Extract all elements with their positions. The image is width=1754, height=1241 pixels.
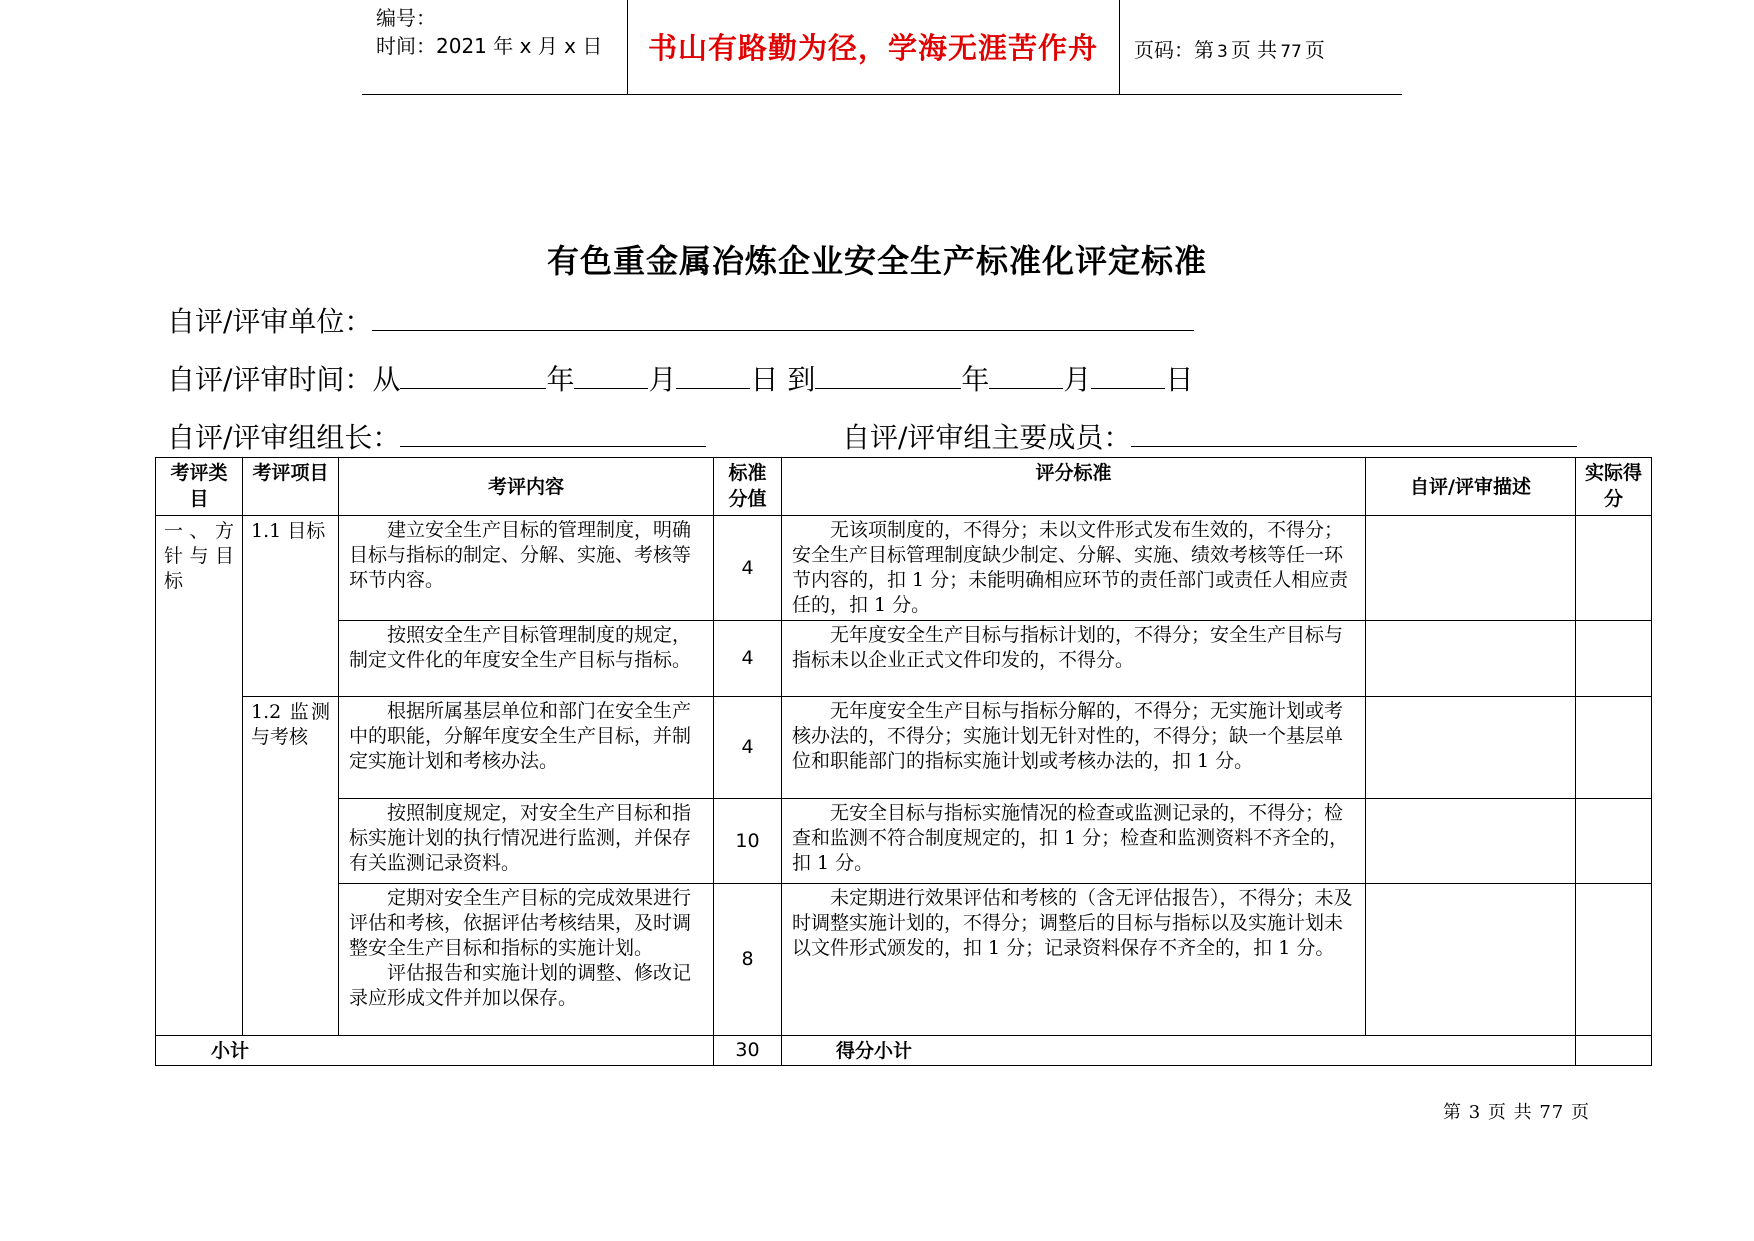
header-divider [1119, 0, 1120, 94]
table-row [156, 621, 1652, 697]
content-cell [339, 884, 714, 1036]
to-month-blank[interactable] [989, 360, 1063, 389]
actual-cell[interactable] [1576, 884, 1652, 1036]
score-subtotal-cell[interactable] [1576, 1036, 1652, 1066]
leader-blank[interactable] [400, 418, 706, 447]
actual-cell[interactable] [1576, 799, 1652, 884]
content-paragraph: 定期对安全生产目标的完成效果进行评估和考核，依据评估考核结果，及时调整安全生产目标和指标的实施计划。 [349, 887, 692, 959]
table-header-row [156, 458, 1652, 516]
table-row [156, 799, 1652, 884]
standard-cell: 无该项制度的，不得分；未以文件形式发布生效的，不得分；安全生产目标管理制度缺少制定、分解、实施、绩效考核等任一环节内容的，扣 1 分；未能明确相应环节的责任部门或责任人相应责任的，扣 1 分。 [782, 516, 1366, 621]
to-year-blank[interactable] [815, 360, 961, 389]
header-content: 考评内容 [339, 458, 714, 516]
header-category: 考评类目 [156, 458, 243, 516]
day-label: 日 [1165, 363, 1194, 396]
evaluation-table [155, 457, 1652, 1066]
content-cell: 按照制度规定，对安全生产目标和指标实施计划的执行情况进行监测，并保存有关监测记录资料。 [339, 799, 714, 884]
month-label: 月 [648, 363, 677, 396]
header-actual: 实际得分 [1576, 458, 1652, 516]
form-leader-line [167, 416, 706, 456]
subtotal-row [156, 1036, 1652, 1066]
page-title: 有色重金属冶炼企业安全生产标准化评定标准 [546, 242, 1207, 280]
page-prefix: 页码：第 [1134, 38, 1214, 62]
month-label: 月 [1063, 363, 1092, 396]
desc-cell[interactable] [1366, 516, 1576, 621]
page-suffix: 页 [1304, 38, 1325, 62]
to-label: 到 [787, 363, 816, 396]
page-current: 3 [1217, 42, 1228, 62]
leader-label: 自评/评审组组长： [167, 421, 401, 454]
year-label: 年 [961, 363, 990, 396]
from-day-blank[interactable] [676, 360, 750, 389]
page-total: 77 [1280, 42, 1302, 62]
header-page-counter [1134, 34, 1325, 63]
year-label: 年 [546, 363, 575, 396]
table-row [156, 884, 1652, 1036]
page-mid: 页 共 [1230, 38, 1278, 62]
item-cell: 1.1 目标 [243, 516, 339, 697]
desc-cell[interactable] [1366, 884, 1576, 1036]
score-cell: 4 [714, 516, 782, 621]
standard-cell: 无安全目标与指标实施情况的检查或监测记录的，不得分；检查和监测不符合制度规定的，扣 1 分；检查和监测资料不齐全的，扣 1 分。 [782, 799, 1366, 884]
score-cell: 4 [714, 697, 782, 799]
subtotal-value: 30 [714, 1036, 782, 1066]
from-year-blank[interactable] [400, 360, 546, 389]
desc-cell[interactable] [1366, 799, 1576, 884]
to-day-blank[interactable] [1091, 360, 1165, 389]
score-cell: 10 [714, 799, 782, 884]
header-standard: 评分标准 [782, 458, 1366, 516]
score-cell: 8 [714, 884, 782, 1036]
standard-cell: 未定期进行效果评估和考核的（含无评估报告），不得分；未及时调整实施计划的，不得分；调整后的目标与指标以及实施计划未以文件形式颁发的，扣 1 分；记录资料保存不齐全的，扣 1 分。 [782, 884, 1366, 1036]
table-row [156, 516, 1652, 621]
time-label: 自评/评审时间：从 [167, 363, 401, 396]
form-members-line [842, 416, 1577, 456]
members-blank[interactable] [1131, 418, 1577, 447]
content-cell: 建立安全生产目标的管理制度，明确目标与指标的制定、分解、实施、考核等环节内容。 [339, 516, 714, 621]
actual-cell[interactable] [1576, 621, 1652, 697]
score-subtotal-label: 得分小计 [782, 1036, 1576, 1066]
standard-cell: 无年度安全生产目标与指标计划的，不得分；安全生产目标与指标未以企业正式文件印发的，不得分。 [782, 621, 1366, 697]
header-meta [376, 0, 621, 94]
subtotal-label: 小计 [156, 1036, 714, 1066]
content-cell: 根据所属基层单位和部门在安全生产中的职能，分解年度安全生产目标，并制定实施计划和考核办法。 [339, 697, 714, 799]
score-cell: 4 [714, 621, 782, 697]
category-cell: 一、方针与目标 [156, 516, 243, 1036]
item-cell: 1.2 监测与考核 [243, 697, 339, 1036]
header-item: 考评项目 [243, 458, 339, 516]
day-label: 日 [750, 363, 779, 396]
members-label: 自评/评审组主要成员： [842, 421, 1132, 454]
form-time-line [167, 358, 1193, 398]
content-paragraph: 评估报告和实施计划的调整、修改记录应形成文件并加以保存。 [349, 962, 692, 1009]
from-month-blank[interactable] [574, 360, 648, 389]
unit-blank[interactable] [372, 302, 1194, 331]
desc-cell[interactable] [1366, 697, 1576, 799]
standard-cell: 无年度安全生产目标与指标分解的，不得分；无实施计划或考核办法的，不得分；实施计划无针对性的，不得分；缺一个基层单位和职能部门的指标实施计划或考核办法的，扣 1 分。 [782, 697, 1366, 799]
header-score: 标准分值 [714, 458, 782, 516]
content-cell: 按照安全生产目标管理制度的规定，制定文件化的年度安全生产目标与指标。 [339, 621, 714, 697]
header-motto: 书山有路勤为径，学海无涯苦作舟 [647, 31, 1098, 65]
form-unit-line [167, 300, 1194, 340]
page-footer: 第 3 页 共 77 页 [1443, 1102, 1590, 1123]
actual-cell[interactable] [1576, 516, 1652, 621]
unit-label: 自评/评审单位： [167, 305, 373, 338]
table-row [156, 697, 1652, 799]
page-header [362, 0, 1402, 95]
desc-cell[interactable] [1366, 621, 1576, 697]
actual-cell[interactable] [1576, 697, 1652, 799]
document-number-label: 编号： [376, 6, 436, 30]
document-time-label: 时间：2021 年 x 月 x 日 [376, 34, 603, 58]
header-desc: 自评/评审描述 [1366, 458, 1576, 516]
